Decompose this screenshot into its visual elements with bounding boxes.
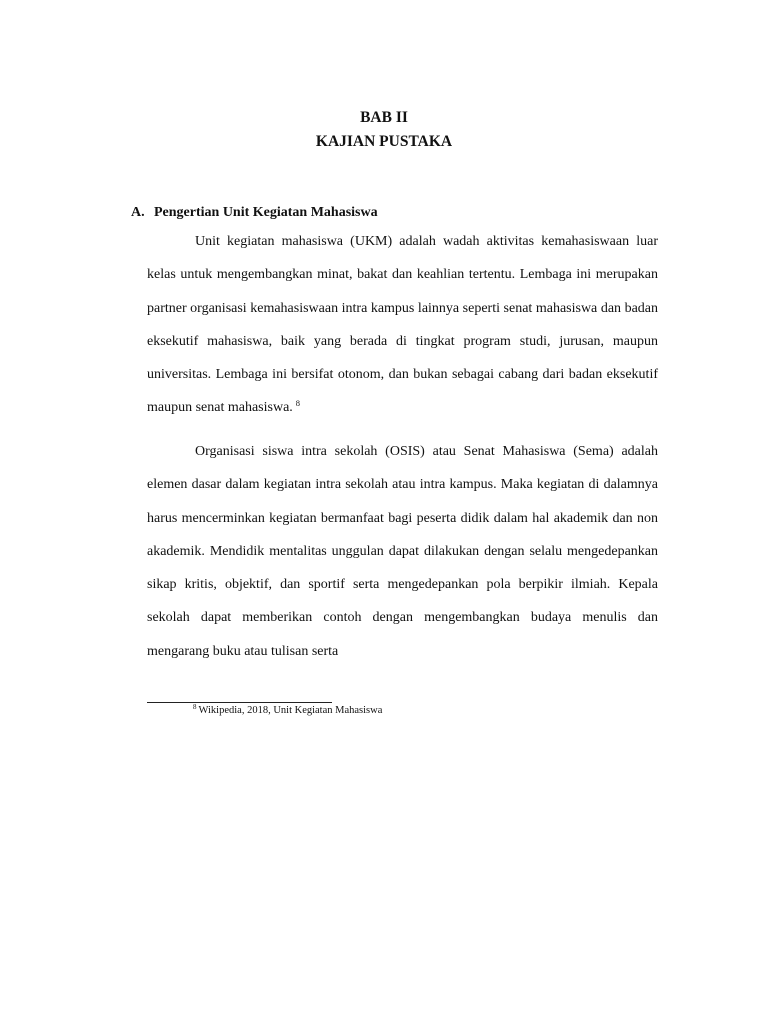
section-heading (131, 202, 378, 224)
chapter-number: BAB II (360, 109, 408, 126)
section-title: Pengertian Unit Kegiatan Mahasiswa (154, 205, 378, 220)
paragraph-ukm-definition (147, 225, 658, 425)
paragraph-osis-sema (147, 435, 658, 668)
section-letter: A. (131, 205, 145, 220)
footnote-mark: 8 (193, 702, 197, 711)
footnote-reference: 8 (295, 397, 301, 408)
footnote (193, 703, 382, 719)
paragraph-text: Organisasi siswa intra sekolah (OSIS) atau Senat Mahasiswa (Sema) adalah elemen dasar dalam kegiatan intra sekolah atau intra kampus. Maka kegiatan di dalamnya harus mencerminkan kegiatan bermanfaat bagi peserta didik dalam hal akademik dan non akademik. Mendidik mentalitas unggulan dapat dilakukan dengan selalu mengedepankan sikap kritis, objektif, dan sportif serta mengedepankan pola berpikir ilmiah. Kepala sekolah dapat memberikan contoh dengan mengembangkan budaya menulis dan mengarang buku atau tulisan serta (147, 444, 658, 659)
chapter-title: KAJIAN PUSTAKA (315, 133, 453, 150)
footnote-text: Wikipedia, 2018, Unit Kegiatan Mahasiswa (198, 705, 383, 716)
paragraph-text: Unit kegiatan mahasiswa (UKM) adalah wadah aktivitas kemahasiswaan luar kelas untuk mengembangkan minat, bakat dan keahlian tertentu. Lembaga ini merupakan partner organisasi kemahasiswaan intra kampus lainnya seperti senat mahasiswa dan badan eksekutif mahasiswa, baik yang berada di tingkat program studi, jurusan, maupun universitas. Lembaga ini bersifat otonom, dan bukan sebagai cabang dari badan eksekutif maupun senat mahasiswa. (147, 234, 658, 416)
